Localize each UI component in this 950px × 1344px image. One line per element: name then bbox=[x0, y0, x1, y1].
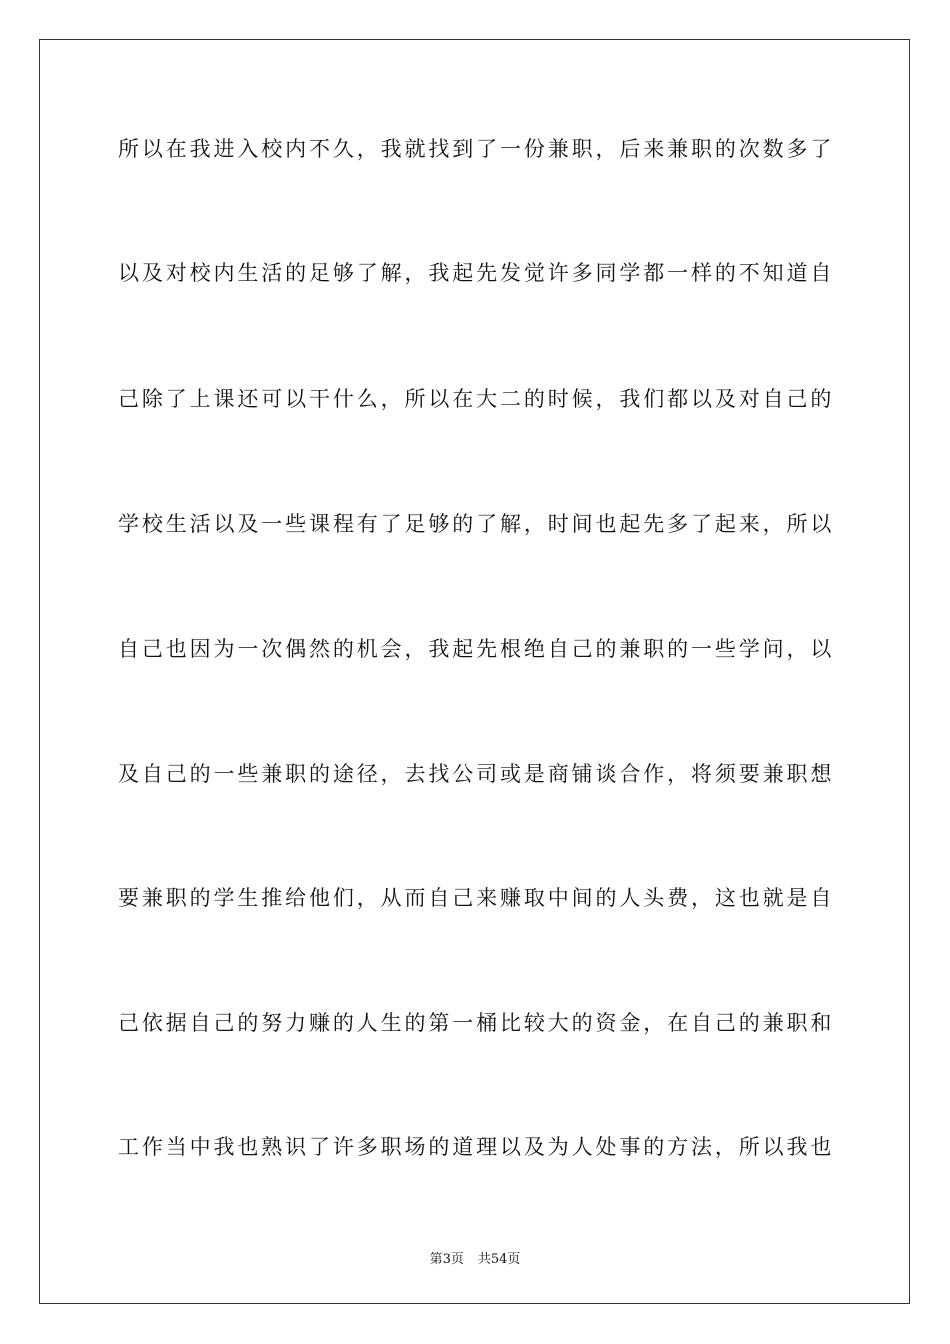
text-line: 要兼职的学生推给他们，从而自己来赚取中间的人头费，这也就是自 bbox=[118, 886, 834, 910]
text-line: 工作当中我也熟识了许多职场的道理以及为人处事的方法，所以我也 bbox=[118, 1135, 834, 1159]
text-line: 自己也因为一次偶然的机会，我起先根绝自己的兼职的一些学问，以 bbox=[118, 637, 834, 661]
page-total: 共54页 bbox=[477, 1252, 521, 1267]
text-line: 学校生活以及一些课程有了足够的了解，时间也起先多了起来，所以 bbox=[118, 512, 834, 536]
text-line: 己依据自己的努力赚的人生的第一桶比较大的资金，在自己的兼职和 bbox=[118, 1011, 834, 1035]
text-line: 及自己的一些兼职的途径，去找公司或是商铺谈合作，将须要兼职想 bbox=[118, 762, 834, 786]
page-number: 第3页 bbox=[429, 1252, 464, 1267]
page-border bbox=[39, 39, 910, 1304]
text-line: 己除了上课还可以干什么，所以在大二的时候，我们都以及对自己的 bbox=[118, 387, 834, 411]
text-line: 以及对校内生活的足够了解，我起先发觉许多同学都一样的不知道自 bbox=[118, 261, 834, 285]
page-footer bbox=[0, 1248, 950, 1267]
text-line: 所以在我进入校内不久，我就找到了一份兼职，后来兼职的次数多了 bbox=[118, 137, 834, 161]
